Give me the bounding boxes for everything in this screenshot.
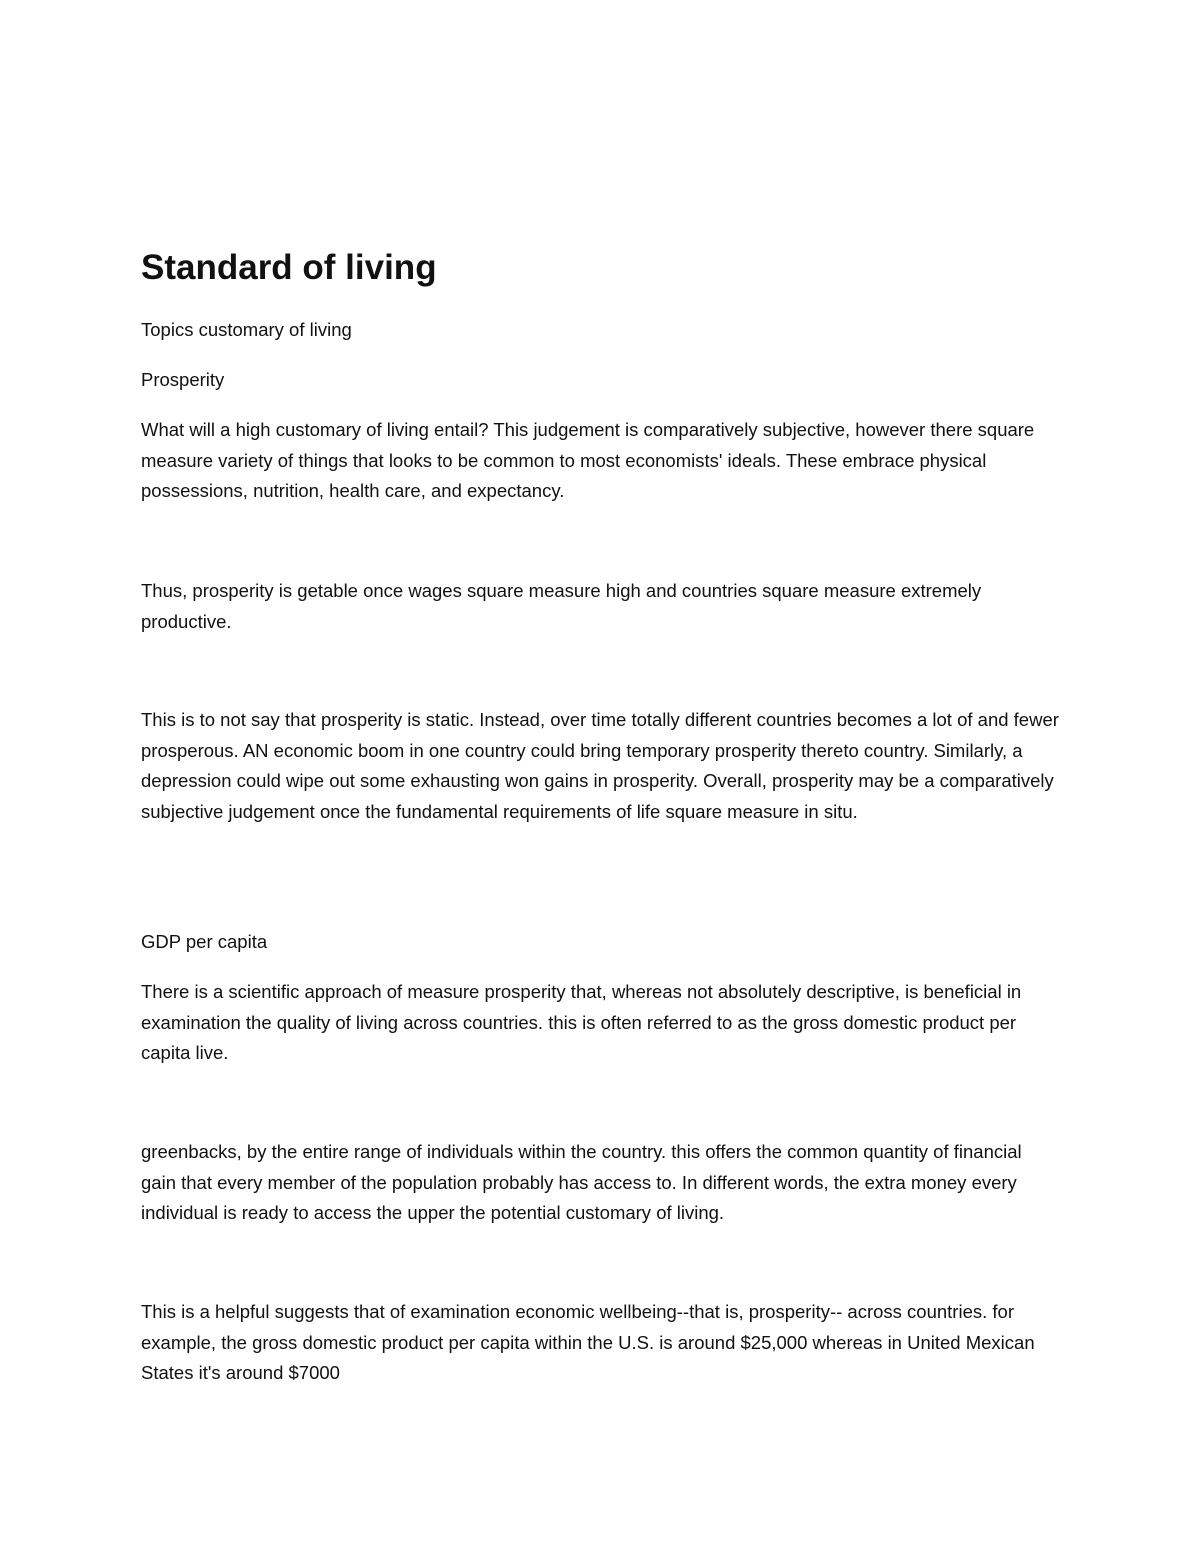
paragraph-topics: Topics customary of living [141,319,352,340]
paragraph: Thus, prosperity is getable once wages square measure high and countries square measure extremely productive. [141,580,982,632]
document-title: Standard of living [141,248,437,287]
paragraph: This is to not say that prosperity is static. Instead, over time totally different countries becomes a lot of and fewer prosperous. AN economic boom in one country could bring temporary prosperity thereto country. Similarly, a depression could wipe out some exhausting won gains in prosperity. Overall, prosperity may be a comparatively subjective judgement once the fundamental requirements of life square measure in situ. [141,709,1059,822]
paragraph: This is a helpful suggests that of examination economic wellbeing--that is, prosperity-- across countries. for example, the gross domestic product per capita within the U.S. is around $25,000 whereas in United Mexican States it's around $7000 [141,1301,1035,1383]
paragraph: There is a scientific approach of measure prosperity that, whereas not absolutely descriptive, is beneficial in examination the quality of living across countries. this is often referred to as the gross domestic product per capita live. [141,981,1022,1063]
section-heading-gdp-per-capita: GDP per capita [141,931,268,952]
paragraph: greenbacks, by the entire range of individuals within the country. this offers the common quantity of financial gain that every member of the population probably has access to. In different words, the extra money every individual is ready to access the upper the potential customary of living. [141,1141,1022,1223]
section-heading-prosperity: Prosperity [141,369,225,390]
paragraph: What will a high customary of living entail? This judgement is comparatively subjective, however there square measure variety of things that looks to be common to most economists' ideals. These embrace physical possessions, nutrition, health care, and expectancy. [141,419,1035,501]
